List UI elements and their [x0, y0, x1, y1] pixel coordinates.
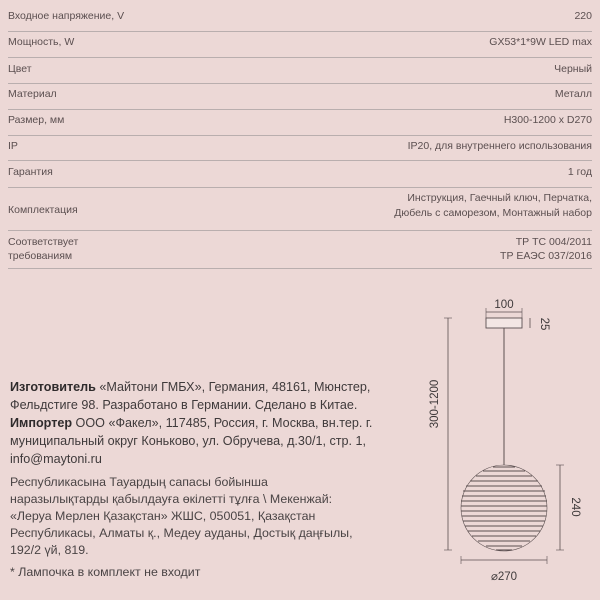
- email: info@maytoni.ru: [10, 452, 102, 466]
- manufacturer-text-2: Фельдстиге 98. Разработано в Германии. Сделано в Китае.: [10, 398, 358, 412]
- importer-text-2: муниципальный округ Коньково, ул. Обручева, д.30/1, стр. 1,: [10, 434, 367, 448]
- importer-text: ООО «Факел», 117485, Россия, г. Москва, вн.тер. г.: [72, 416, 373, 430]
- spec-value-line1: ТР ТС 004/2011: [515, 236, 592, 248]
- spec-key-line2: требованиям: [8, 250, 73, 262]
- shade: [461, 465, 547, 551]
- spec-value: H300-1200 x D270: [503, 114, 592, 126]
- spec-value: Металл: [554, 88, 592, 100]
- kz-line: Республикасы, Алматы қ., Медеу ауданы, Достық даңғылы,: [10, 526, 353, 540]
- dim-shade-height: 240: [569, 497, 581, 517]
- lamp-dimension-drawing: [400, 288, 600, 600]
- importer-line: [10, 414, 390, 432]
- spec-key: Мощность, W: [8, 36, 75, 48]
- spec-row-compliance: [8, 236, 592, 269]
- spec-row-voltage: [8, 10, 592, 32]
- manufacturer-block: [10, 378, 390, 468]
- dim-canopy-width: 100: [494, 299, 514, 311]
- footnote: * Лампочка в комплект не входит: [10, 565, 201, 579]
- spec-value: Черный: [554, 63, 592, 75]
- dim-shade-diameter: ⌀270: [490, 571, 518, 583]
- spec-key-line1: Соответствует: [8, 236, 79, 248]
- manufacturer-line: [10, 378, 390, 396]
- spec-value-line2: ТР ЕАЭС 037/2016: [500, 250, 592, 262]
- spec-value: 1 год: [567, 166, 592, 178]
- kz-line: Республикасына Тауардың сапасы бойынша: [10, 475, 268, 489]
- spec-value-line2: Дюбель с саморезом, Монтажный набор: [394, 207, 592, 219]
- kz-block: [10, 474, 390, 559]
- spec-key: Комплектация: [8, 204, 78, 216]
- spec-key: Материал: [8, 88, 57, 100]
- dim-total-height: 300-1200: [429, 379, 441, 429]
- spec-key: IP: [8, 140, 18, 152]
- dim-canopy-height: 25: [538, 317, 550, 331]
- kz-line: наразылықтарды қабылдауға өкілетті тұлға \ Мекенжай:: [10, 492, 333, 506]
- kz-line: «Леруа Мерлен Қазақстан» ЖШС, 050051, Қазақстан: [10, 509, 316, 523]
- canopy: [486, 318, 522, 328]
- spec-key: Входное напряжение, V: [8, 10, 125, 22]
- spec-value: IP20, для внутреннего использования: [407, 140, 592, 152]
- shade-outline: [461, 465, 547, 551]
- manufacturer-label: Изготовитель: [10, 380, 96, 394]
- importer-label: Импортер: [10, 416, 73, 430]
- spec-key: Цвет: [8, 63, 32, 75]
- spec-key: Размер, мм: [8, 114, 65, 126]
- spec-row-kit: [8, 192, 592, 231]
- kz-line: 192/2 үй, 819.: [10, 543, 89, 557]
- spec-value: 220: [574, 10, 592, 22]
- spec-row-power: [8, 36, 592, 58]
- spec-row-material: [8, 88, 592, 110]
- spec-row-ip: [8, 140, 592, 161]
- manufacturer-text: «Майтони ГМБХ», Германия, 48161, Мюнстер,: [95, 380, 371, 394]
- spec-row-color: [8, 63, 592, 84]
- spec-value-line1: Инструкция, Гаечный ключ, Перчатка,: [407, 192, 592, 204]
- spec-row-size: [8, 114, 592, 136]
- spec-row-warranty: [8, 166, 592, 188]
- spec-value: GX53*1*9W LED max: [489, 36, 592, 48]
- spec-key: Гарантия: [8, 166, 53, 178]
